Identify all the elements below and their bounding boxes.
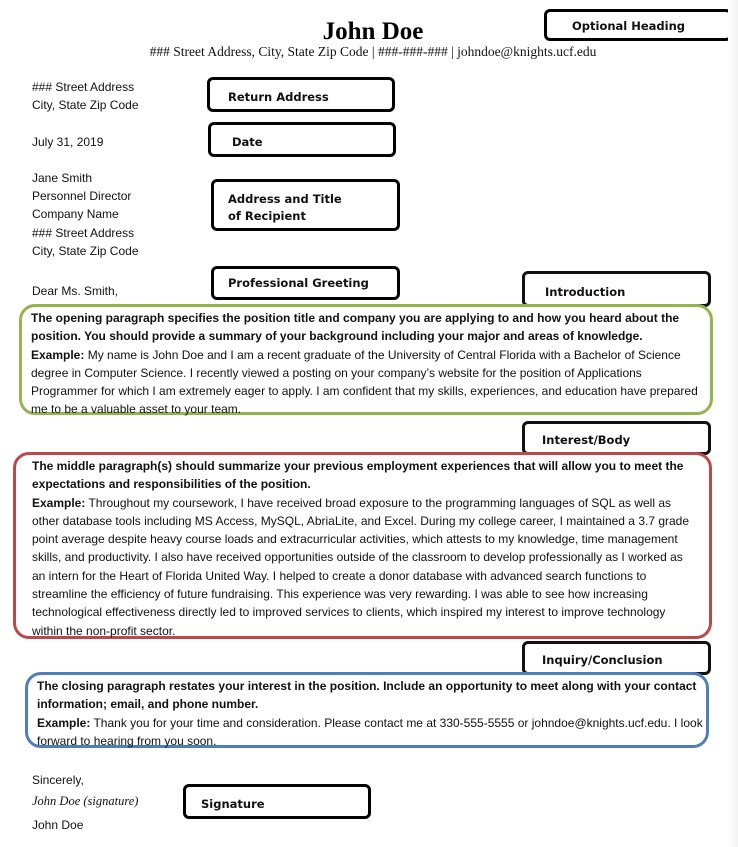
return-address-line: City, State Zip Code bbox=[32, 98, 139, 113]
annotation-introduction bbox=[522, 271, 711, 307]
handwritten-signature: John Doe (signature) bbox=[32, 794, 139, 808]
valediction: Sincerely, bbox=[32, 773, 84, 787]
recipient-line: Jane Smith bbox=[32, 171, 93, 185]
contact-line: ### Street Address, City, State Zip Code | ###-###-### | johndoe@knights.ucf.edu bbox=[149, 44, 597, 59]
introduction-instruction: The opening paragraph specifies the position title and company you are applying to and how you heard about the position. You should provide a summary of your background including your major and areas of knowledge. bbox=[31, 311, 680, 344]
body-paragraph bbox=[13, 452, 712, 639]
annotation-optional-heading-text: Optional Heading bbox=[572, 19, 686, 33]
recipient-line: City, State Zip Code bbox=[32, 243, 139, 258]
recipient-line: Company Name bbox=[32, 207, 119, 222]
annotation-recipient-text-line1: Address and Title bbox=[228, 192, 342, 206]
body-instruction: The middle paragraph(s) should summarize your previous employment experiences that will allow you to meet the expectations and responsibilities of the position. bbox=[32, 459, 684, 492]
annotation-date bbox=[208, 122, 396, 157]
salutation: Dear Ms. Smith, bbox=[32, 284, 119, 298]
letter-date: July 31, 2019 bbox=[32, 135, 104, 149]
introduction-example: My name is John Doe and I am a recent graduate of the University of Central Florida with a Bachelor of Science degree in Computer Science. I recently viewed a posting on your company’s website for the position of Applications Programmer for which I am extremely eager to apply. I am confident that my skills, experiences, and education have prepared me to be a valuable asset to your team. bbox=[31, 347, 698, 417]
annotation-recipient bbox=[211, 179, 400, 231]
annotation-return-address bbox=[207, 77, 395, 112]
annotation-greeting-text: Professional Greeting bbox=[228, 276, 369, 290]
annotation-signature bbox=[183, 784, 371, 819]
annotation-conclusion-text: Inquiry/Conclusion bbox=[542, 653, 663, 667]
page-edge-shadow bbox=[728, 0, 738, 847]
annotation-optional-heading bbox=[544, 9, 732, 41]
annotation-greeting bbox=[211, 266, 400, 300]
annotation-recipient-text-line2: of Recipient bbox=[228, 209, 306, 223]
annotation-date-text: Date bbox=[232, 135, 263, 149]
annotation-body-text: Interest/Body bbox=[542, 433, 631, 447]
recipient-address bbox=[32, 169, 139, 260]
annotation-conclusion bbox=[522, 641, 711, 675]
example-label: Example: bbox=[31, 347, 85, 362]
printed-name: John Doe bbox=[32, 818, 84, 832]
return-address-line: ### Street Address bbox=[32, 80, 135, 94]
conclusion-instruction: The closing paragraph restates your interest in the position. Include an opportunity to meet along with your contact information; email, and phone number. bbox=[37, 679, 697, 712]
introduction-paragraph bbox=[19, 304, 713, 415]
conclusion-paragraph bbox=[25, 672, 709, 748]
return-address bbox=[32, 78, 139, 114]
example-label: Example: bbox=[37, 715, 91, 730]
conclusion-example: Thank you for your time and consideration. Please contact me at 330-555-5555 or johndoe@knights.ucf.edu. I look forward to hearing from you soon. bbox=[37, 715, 703, 748]
annotation-body bbox=[522, 421, 711, 455]
example-label: Example: bbox=[32, 495, 86, 510]
recipient-line: Personnel Director bbox=[32, 189, 132, 204]
annotation-introduction-text: Introduction bbox=[545, 285, 626, 299]
body-example: Throughout my coursework, I have received broad exposure to the programming languages of SQL as well as other database tools including MS Access, MySQL, AbriaLite, and Excel. During my college career, I maintained a 3.7 grade point average despite heavy course loads and extracurricular activities, which attests to my knowledge, time management skills, and productivity. I also have received opportunities outside of the classroom to develop professionally as I worked as an intern for the Heart of Florida United Way. I helped to create a donor database with advanced search functions to streamline the efficiency of future fundraising. This experience was very rewarding. I was able to see how increasing technological effectiveness directly led to improved services to clients, which inspired my interest to improve technology within the non-profit sector. bbox=[32, 495, 690, 638]
applicant-name: John Doe bbox=[322, 18, 424, 45]
annotation-return-address-text: Return Address bbox=[228, 90, 329, 104]
annotation-signature-text: Signature bbox=[201, 797, 265, 811]
recipient-line: ### Street Address bbox=[32, 225, 135, 240]
